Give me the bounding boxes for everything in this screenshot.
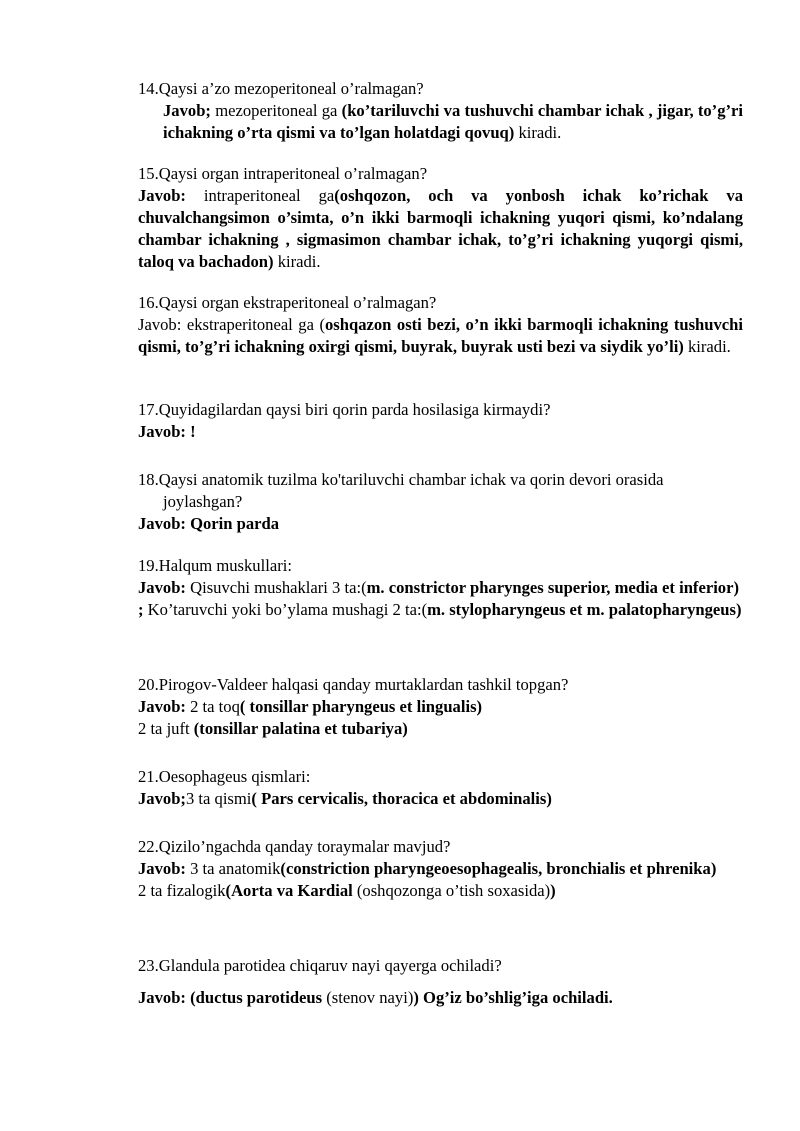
answer-text: Javob: Qisuvchi mushaklari 3 ta:(m. constrictor pharynges superior, media et inferior) ; Ko’taruvchi yoki bo’ylama mushagi 2 ta:(m. stylopharyngeus et m. palatopharyngeus): [138, 578, 742, 619]
question-block-21: [138, 766, 743, 810]
question-text: 15.Qaysi organ intraperitoneal o’ralmagan?: [138, 164, 428, 183]
answer-text: Javob: Qorin parda: [138, 514, 280, 533]
question-text: 23.Glandula parotidea chiqaruv nayi qayerga ochiladi?: [138, 956, 502, 975]
question-block-17: [138, 399, 743, 443]
question-text: 16.Qaysi organ ekstraperitoneal o’ralmagan?: [138, 293, 437, 312]
answer-text: Javob: intraperitoneal ga(oshqozon, och va yonbosh ichak ko’richak va chuvalchangsimon o’simta, o’n ikki barmoqli ichakning yuqori qismi, ko’ndalang chambar ichakning , sigmasimon chambar ichak, to’g’ri ichakning yuqorgi qismi, taloq va bachadon) kiradi.: [138, 186, 743, 271]
answer-text-line-2: 2 ta juft (tonsillar palatina et tubariya): [138, 719, 408, 738]
question-text: 19.Halqum muskullari:: [138, 556, 292, 575]
question-text: 17.Quyidagilardan qaysi biri qorin parda hosilasiga kirmaydi?: [138, 400, 551, 419]
question-text: 20.Pirogov-Valdeer halqasi qanday murtaklardan tashkil topgan?: [138, 675, 569, 694]
question-block-20: [138, 674, 743, 740]
question-text: 21.Oesophageus qismlari:: [138, 767, 311, 786]
answer-text: Javob: (ductus parotideus (stenov nayi)) Og’iz bo’shlig’iga ochiladi.: [138, 988, 613, 1007]
answer-text: Javob; mezoperitoneal ga (ko’tariluvchi va tushuvchi chambar ichak , jigar, to’g’ri ichakning o’rta qismi va to’lgan holatdagi qovuq) kiradi.: [163, 101, 743, 142]
question-block-16: [138, 292, 743, 358]
question-block-14: [138, 78, 743, 144]
question-block-18: [138, 469, 743, 535]
answer-text: Javob: !: [138, 422, 196, 441]
answer-text: Javob: ekstraperitoneal ga (oshqazon osti bezi, o’n ikki barmoqli ichakning tushuvchi qismi, to’g’ri ichakning oxirgi qismi, buyrak, buyrak usti bezi va siydik yo’li) kiradi.: [138, 315, 744, 356]
answer-text-line-2: 2 ta fizalogik(Aorta va Kardial (oshqozonga o’tish soxasida)): [138, 881, 556, 900]
question-block-19: [138, 555, 743, 621]
question-text: 22.Qizilo’ngachda qanday toraymalar mavjud?: [138, 837, 451, 856]
question-text: 14.Qaysi a’zo mezoperitoneal o’ralmagan?: [138, 79, 424, 98]
question-text: 18.Qaysi anatomik tuzilma ko'tariluvchi chambar ichak va qorin devori orasida joylashgan?: [138, 470, 664, 511]
question-block-15: [138, 163, 743, 273]
question-block-22: [138, 836, 743, 902]
answer-text: Javob;3 ta qismi( Pars cervicalis, thoracica et abdominalis): [138, 789, 552, 808]
answer-text: Javob: 2 ta toq( tonsillar pharyngeus et lingualis): [138, 697, 483, 716]
question-block-23: [138, 955, 743, 1009]
answer-text: Javob: 3 ta anatomik(constriction pharyngeoesophagealis, bronchialis et phrenika): [138, 859, 717, 878]
